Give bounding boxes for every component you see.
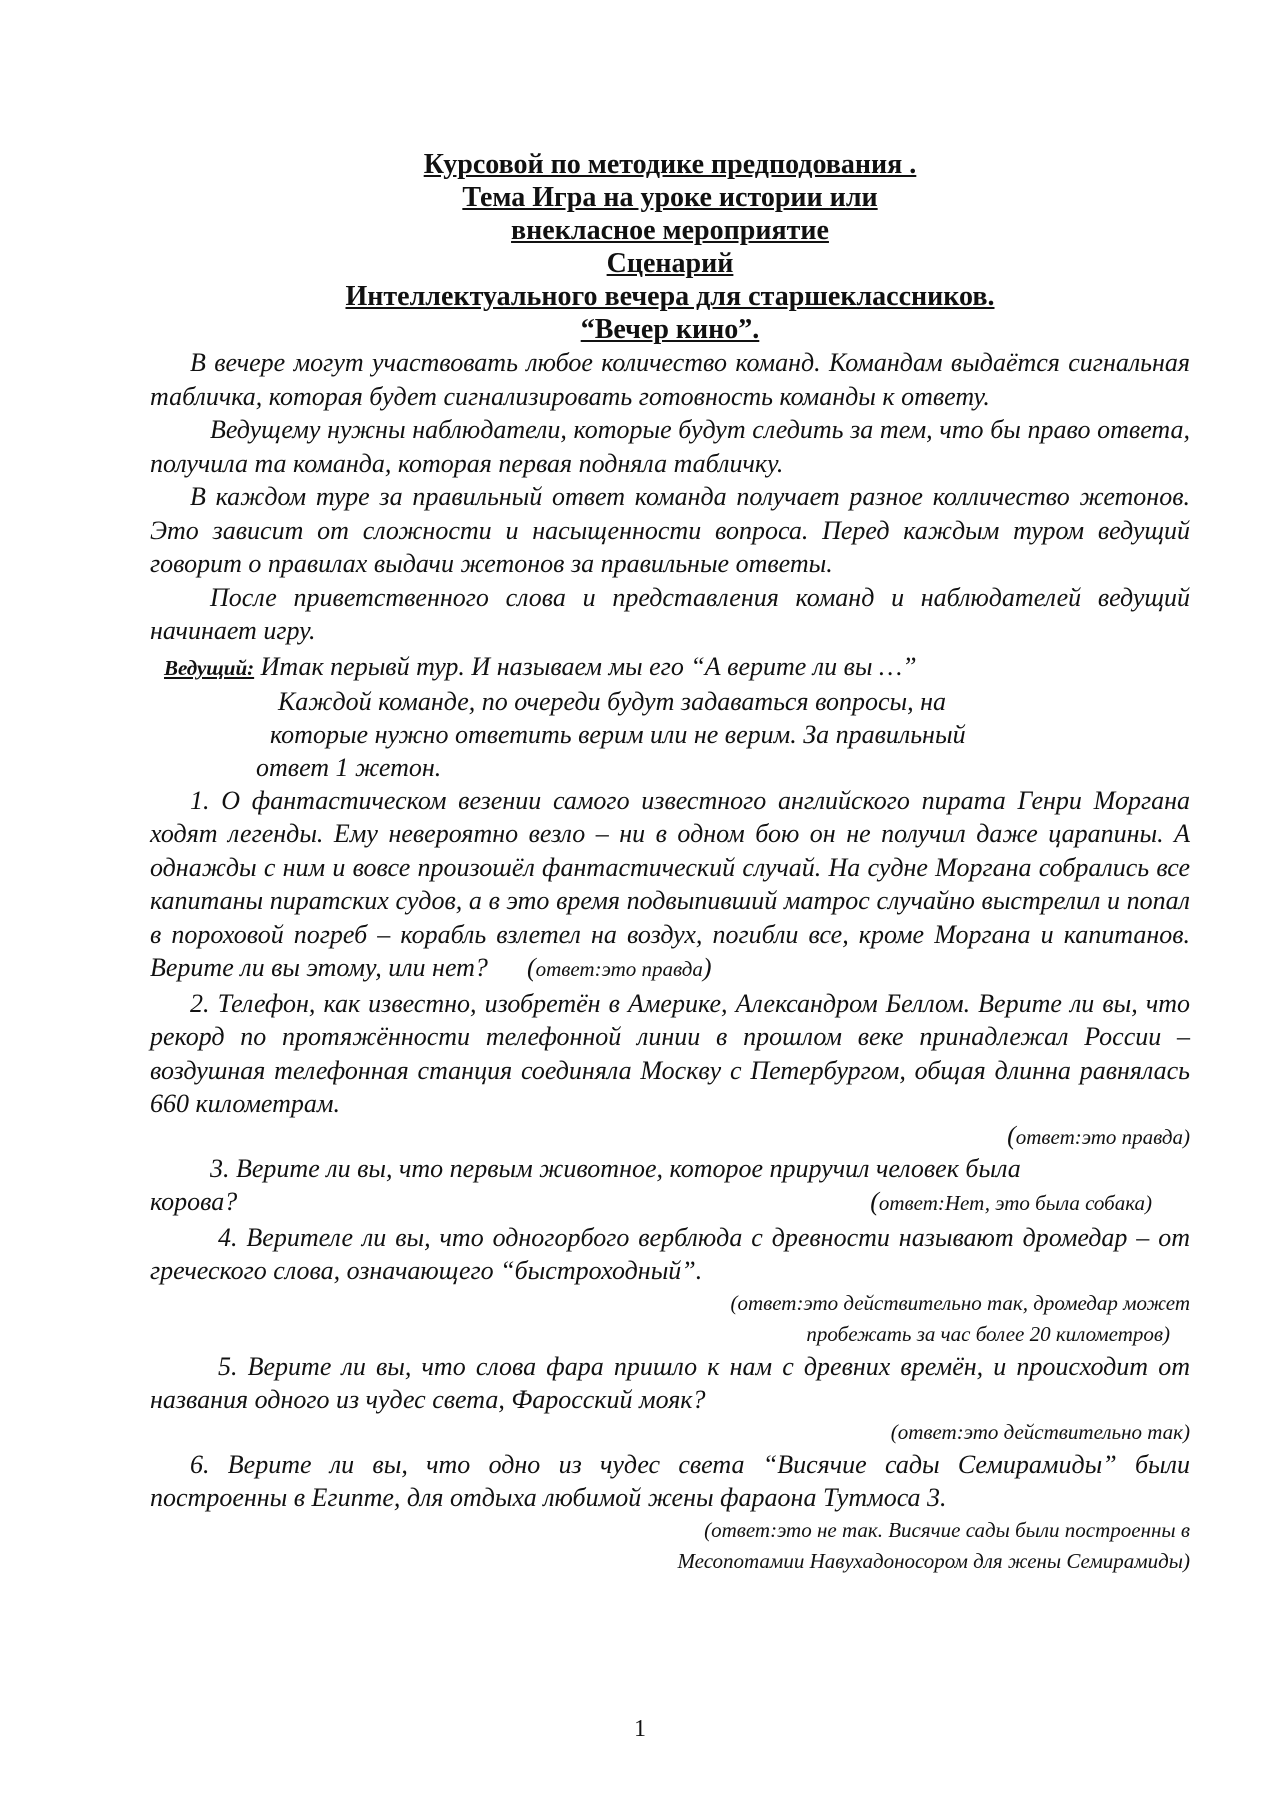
- page-number: 1: [634, 1716, 646, 1742]
- question-4-answer-line-1: (ответ:это действительно так, дромедар может: [730, 1290, 1190, 1315]
- intro-paragraph-2: Ведущему нужны наблюдатели, которые будут следить за тем, что бы право ответа, получила та команда, которая первая подняла табличку.: [150, 415, 1190, 478]
- question-4: 4. Верителе ли вы, что одногорбого верблюда с древности называют дромедар – от греческого слова, означающего “быстроходный”.: [150, 1222, 1190, 1285]
- host-label: Ведущий:: [164, 655, 255, 680]
- host-line-2: Каждой команде, по очереди будут задаваться вопросы, на: [278, 686, 947, 716]
- host-block: [164, 650, 1190, 784]
- title-line-1: Курсовой по методике предподования .: [423, 149, 917, 180]
- question-6-answer-line-2: Месопотамии Навухадоносором для жены Семирамиды): [677, 1548, 1190, 1573]
- title-line-5: Интеллектуального вечера для старшеклассников.: [345, 281, 995, 312]
- question-6-answer-line-1: (ответ:это не так. Висячие сады были построенны в: [704, 1517, 1190, 1542]
- host-line-4: ответ 1 жетон.: [256, 752, 442, 782]
- title-line-2: Тема Игра на уроке истории или: [462, 182, 878, 213]
- question-3-answer: (ответ:Нет, это была собака): [870, 1187, 1152, 1216]
- question-3-end-row: [150, 1185, 1190, 1221]
- intro-paragraph-3: В каждом туре за правильный ответ команда получает разное колличество жетонов. Это зависит от сложности и насыщенности вопроса. Перед каждым туром ведущий говорит о правилах выдачи жетонов за правильные ответы.: [150, 482, 1190, 578]
- title-line-3: внекласное мероприятие: [511, 215, 829, 246]
- question-2: 2. Телефон, как известно, изобретён в Америке, Александром Беллом. Верите ли вы, что рекорд по протяжённости телефонной линии в прошлом веке принадлежал России – воздушная телефонная станция соединяла Москву с Петербургом, общая длинна равнялась 660 километрам.: [150, 988, 1190, 1118]
- question-2-answer: (ответ:это правда): [1007, 1120, 1190, 1150]
- title-line-4: Сценарий: [606, 248, 734, 279]
- question-3-end: корова?: [150, 1187, 238, 1216]
- question-1-answer: (ответ:это правда): [526, 953, 712, 982]
- host-line-3: которые нужно ответить верим или не верим. За правильный: [270, 719, 966, 749]
- question-5-answer: (ответ:это действительно так): [890, 1419, 1190, 1444]
- title-line-6: “Вечер кино”.: [580, 314, 760, 345]
- question-3: 3. Верите ли вы, что первым животное, которое приручил человек была: [210, 1153, 1021, 1183]
- document-page: [150, 148, 1190, 1577]
- intro-paragraph-4: После приветственного слова и представления команд и наблюдателей ведущий начинает игру.: [150, 582, 1190, 645]
- question-4-answer-line-2: пробежать за час более 20 километров): [806, 1321, 1170, 1346]
- intro-paragraph-1: В вечере могут участвовать любое количество команд. Командам выдаётся сигнальная табличка, которая будет сигнализировать готовность команды к ответу.: [150, 348, 1190, 411]
- question-6: 6. Верите ли вы, что одно из чудес света “Висячие сады Семирамиды” были построенны в Египте, для отдыха любимой жены фараона Тутмоса 3.: [150, 1449, 1190, 1512]
- question-1: [150, 784, 1190, 987]
- host-text-1: Итак перывй тур. И называем мы его “А верите ли вы …”: [254, 651, 917, 681]
- question-1-text: 1. О фантастическом везении самого известного английского пирата Генри Моргана ходят легенды. Ему невероятно везло – ни в одном бою он не получил даже царапины. А однажды с ним и вовсе произошёл фантастический случай. На судне Моргана собрались все капитаны пиратских судов, а в это время подвыпивший матрос случайно выстрелил и попал в пороховой погреб – корабль взлетел на воздух, погибли все, кроме Моргана и капитанов. Верите ли вы этому, или нет?: [150, 785, 1190, 982]
- question-5: 5. Верите ли вы, что слова фара пришло к нам с древних времён, и происходит от названия одного из чудес света, Фаросский мояк?: [150, 1351, 1190, 1414]
- host-line-1: [164, 650, 1190, 685]
